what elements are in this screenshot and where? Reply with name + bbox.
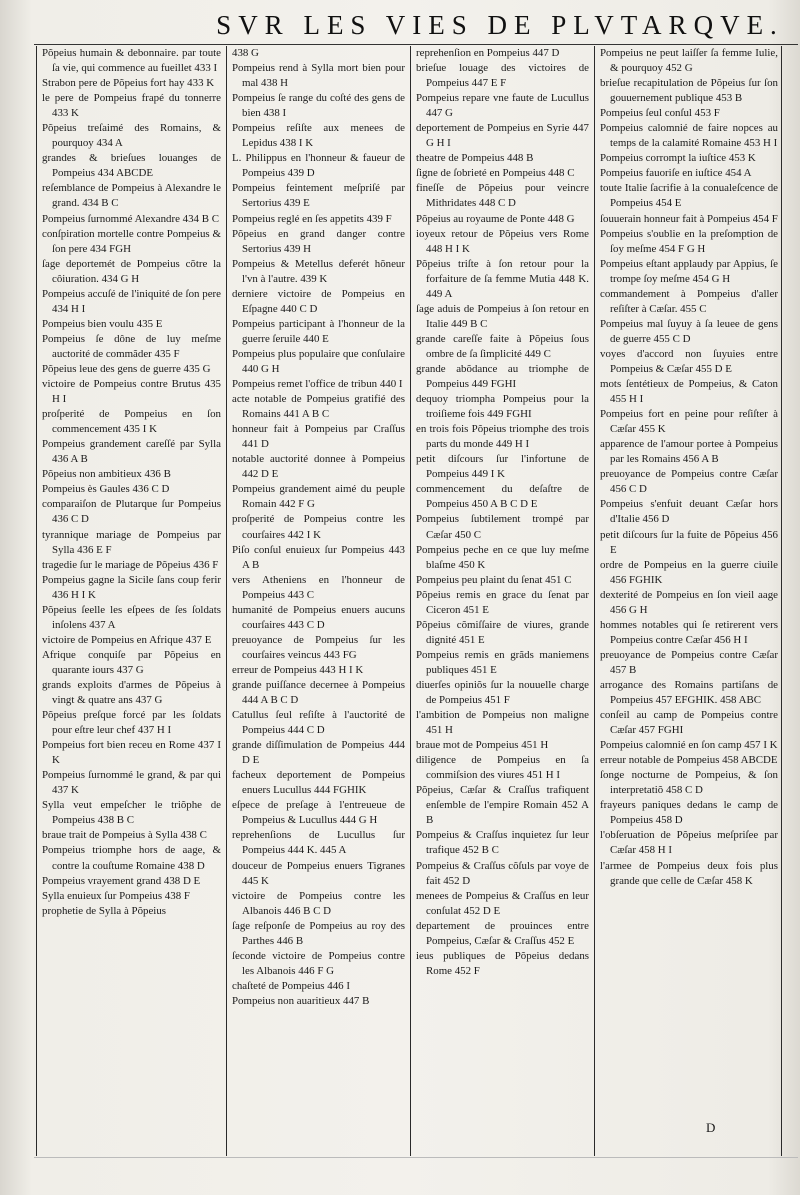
index-entry: Sylla enuieux ſur Pompeius 438 F [42,889,190,902]
index-entry: ſonge nocturne de Pompeius, & ſon interpretatiõ 458 C D [600,769,778,797]
index-entry: grands exploits d'armes de Põpeius à vingt & quatre ans 437 G [42,678,221,707]
index-entry: Pompeius ès Gaules 436 C D [42,483,170,496]
entry-list-3 [411,46,592,979]
index-entry: preuoyance de Pompeius ſur les courſaires veincus 443 FG [232,633,405,661]
index-entry: Pompeius eſtant applaudy par Appius, ſe trompe ſoy meſme 454 G H [600,257,778,285]
index-entry: ſouuerain honneur fait à Pompeius 454 F [600,212,778,225]
index-entry: diuerſes opiniõs ſur la nouuelle charge de Pompeius 451 F [416,678,589,707]
index-entry: Pompeius reglé en ſes appetits 439 F [232,212,392,225]
index-entry: Pompeius & Metellus deferét hõneur l'vn à l'autre. 439 K [232,257,405,285]
index-entry: diligence de Pompeius en ſa commiſsion des viures 451 H I [416,754,589,782]
index-column-3 [410,46,592,1156]
index-entry: reprehenſions de Lucullus ſur Pompeius 444 K. 445 A [232,829,405,857]
index-entry: Pompeius ſurnommé le grand, & par qui 437 K [42,769,221,797]
index-entry: Pompeius ſe range du coſté des gens de bien 438 I [232,92,405,120]
index-entry: conſeil au camp de Pompeius contre Cæſar 457 FGHI [600,709,778,737]
index-entry: ſigne de ſobrieté en Pompeius 448 C [416,167,575,180]
index-entry: hommes notables qui ſe retirerent vers Pompeius contre Cæſar 456 H I [600,618,778,646]
index-entry: braue trait de Pompeius à Sylla 438 C [42,829,207,842]
index-entry: victoire de Pompeius contre les Albanois 446 B C D [232,889,405,917]
index-entry: Afrique conquiſe par Põpeius en quarante iours 437 G [42,648,221,676]
index-entry: Pompeius peu plaint du ſenat 451 C [416,573,572,586]
index-entry: Pompeius & Craſſus inquietez ſur leur trafique 452 B C [416,829,589,857]
index-entry: erreur notable de Pompeius 458 ABCDE [600,754,778,767]
index-entry: ſage reſponſe de Pompeius au roy des Parthes 446 B [232,919,405,947]
index-entry: Pompeius calomnié en ſon camp 457 I K [600,739,778,752]
index-entry: Strabon pere de Põpeius fort hay 433 K [42,77,215,90]
index-entry: le pere de Pompeius frapé du tonnerre 433 K [42,92,221,120]
index-entry: reprehenſion en Pompeius 447 D [416,47,560,59]
index-entry: dequoy triompha Pompeius pour la troiſieme fois 449 FGHI [416,393,589,421]
index-column-1 [36,46,224,1156]
index-entry: Pompeius plus populaire que conſulaire 440 G H [232,347,405,375]
index-entry: ſage deportemét de Pompeius cõtre la côiuration. 434 G H [42,257,221,285]
index-entry: ſeconde victoire de Pompeius contre les Albanois 446 F G [232,949,405,977]
index-entry: vers Atheniens en l'honneur de Pompeius 443 C [232,573,405,601]
index-entry: Põpeius ſeelle les eſpees de ſes ſoldats inſolens 437 A [42,603,221,631]
index-entry: 438 G [232,47,259,59]
index-entry: grandes & brieſues louanges de Pompeius 434 ABCDE [42,152,221,180]
index-entry: prophetie de Sylla à Põpeius [42,904,167,917]
index-entry: Pompeius ne peut laiſſer ſa femme Iulie, & pourquoy 452 G [600,47,778,75]
index-entry: Pompeius rend à Sylla mort bien pour mal 438 H [232,62,405,90]
index-entry: Pompeius fauoriſe en iuſtice 454 A [600,167,752,180]
index-entry: commandement à Pompeius d'aller reſiſter à Cæſar. 455 C [600,287,778,315]
index-entry: Põpeius humain & debonnaire. par toute ſa vie, qui commence au fueillet 433 I [42,47,221,75]
index-entry: voyes d'accord non ſuyuies entre Pompeius & Cæſar 455 D E [600,347,778,375]
index-entry: Catullus ſeul reſiſte à l'auctorité de Pompeius 444 C D [232,709,405,737]
bottom-rule [34,1157,798,1158]
index-entry: derniere victoire de Pompeius en Eſpagne 440 C D [232,287,405,315]
index-entry: petit diſcours ſur la fuite de Põpeius 456 E [600,528,778,556]
index-entry: petit diſcours ſur l'infortune de Pompeius 449 I K [416,453,589,481]
index-entry: Pompeius bien voulu 435 E [42,317,163,330]
index-entry: Põpeius, Cæſar & Craſſus trafiquent enſemble de l'empire Romain 452 A B [416,784,589,827]
index-entry: grande careſſe faite à Põpeius ſous ombre de ſa ſimplicité 449 C [416,332,589,360]
index-entry: brieſue recapitulation de Põpeius ſur ſon gouuernement publique 453 B [600,77,778,105]
index-entry: conſpiration mortelle contre Pompeius & ſon pere 434 FGH [42,227,221,255]
index-entry: humanité de Pompeius enuers aucuns courſaires 443 C D [232,603,405,631]
index-entry: ieus publiques de Põpeius dedans Rome 452 F [416,949,589,977]
index-entry: proſperité de Pompeius en ſon commencement 435 I K [42,408,221,436]
index-entry: Piſo conſul enuieux ſur Pompeius 443 A B [232,543,405,571]
index-entry: Pompeius ſurnommé Alexandre 434 B C [42,212,219,225]
index-entry: Pompeius peche en ce que luy meſme blaſme 450 K [416,543,589,571]
index-entry: Pompeius remet l'office de tribun 440 I [232,378,403,391]
index-entry: l'ambition de Pompeius non maligne 451 H [416,709,589,737]
index-entry: arrogance des Romains partiſans de Pompeius 457 EFGHIK. 458 ABC [600,678,778,707]
index-entry: grande puiſſance decernee à Pompeius 444 A B C D [232,678,405,707]
index-entry: Põpeius cõmiſſaire de viures, grande dignité 451 E [416,618,589,646]
index-entry: departement de prouinces entre Pompeius, Cæſar & Craſſus 452 E [416,919,589,947]
index-entry: ordre de Pompeius en la guerre ciuile 456 FGHIK [600,558,778,586]
index-entry: erreur de Pompeius 443 H I K [232,663,364,676]
index-column-2 [226,46,408,1156]
index-entry: acte notable de Pompeius gratifié des Romains 441 A B C [232,393,405,421]
index-entry: Põpeius triſte à ſon retour pour la forfaiture de ſa femme Mutia 448 K. 449 A [416,257,589,300]
index-entry: Pompeius ſubtilement trompé par Cæſar 450 C [416,513,589,541]
index-entry: Pompeius accuſé de l'iniquité de ſon pere 434 H I [42,287,221,315]
index-entry: menees de Pompeius & Craſſus en leur conſulat 452 D E [416,889,589,917]
index-entry: chaſteté de Pompeius 446 I [232,979,350,992]
index-entry: Pompeius corrompt la iuſtice 453 K [600,152,756,165]
index-entry: Põpeius remis en grace du ſenat par Ciceron 451 E [416,588,589,616]
index-columns [36,46,798,1156]
index-entry: Pompeius grandement aimé du peuple Romain 442 F G [232,483,405,511]
index-entry: Pompeius remis en grãds maniemens publiques 451 E [416,648,589,676]
index-entry: preuoyance de Pompeius contre Cæſar 456 C D [600,468,778,496]
index-entry: Põpeius en grand danger contre Sertorius 439 H [232,227,405,255]
index-entry: Pompeius fort bien receu en Rome 437 I K [42,739,221,767]
index-entry: commencement du deſaſtre de Pompeius 450 A B C D E [416,483,589,511]
index-entry: Pompeius triomphe hors de aage, & contre la couſtume Romaine 438 D [42,844,221,872]
index-entry: theatre de Pompeius 448 B [416,152,534,165]
index-entry: braue mot de Pompeius 451 H [416,739,549,752]
index-entry: l'obſeruation de Põpeius meſpriſee par Cæſar 458 H I [600,829,778,857]
index-entry: dexterité de Pompeius en ſon vieil aage 456 G H [600,588,778,616]
index-entry: Pompeius ſeul conſul 453 F [600,107,720,120]
index-entry: toute Italie ſacrifie à la conualeſcence de Pompeius 454 E [600,182,778,210]
index-entry: Põpeius non ambitieux 436 B [42,468,171,481]
index-entry: frayeurs paniques dedans le camp de Pompeius 458 D [600,799,778,827]
index-entry: Pompeius ſe dône de luy meſme auctorité de commãder 435 F [42,332,221,360]
index-entry: Pompeius feintement meſpriſé par Sertorius 439 E [232,182,405,210]
index-entry: Pompeius grandement careſſé par Sylla 436 A B [42,438,221,466]
index-entry: deportement de Pompeius en Syrie 447 G H I [416,122,589,150]
index-entry: Pompeius reſiſte aux menees de Lepidus 438 I K [232,122,405,150]
index-entry: proſperité de Pompeius contre les courſaires 442 I K [232,513,405,541]
index-entry: eſpece de preſage à l'entreueue de Pompeius & Lucullus 444 G H [232,799,405,827]
index-entry: victoire de Pompeius contre Brutus 435 H I [42,378,221,406]
index-entry: grande diſſimulation de Pompeius 444 D E [232,739,405,767]
entry-list-1 [37,46,224,919]
index-entry: notable auctorité donnee à Pompeius 442 D E [232,453,405,481]
index-entry: Põpeius preſque forcé par les ſoldats pour eſtre leur chef 437 H I [42,709,221,737]
running-head: SVR LES VIES DE PLVTARQVE. [216,10,784,40]
index-entry: Pompeius s'enfuit deuant Cæſar hors d'Italie 456 D [600,498,778,526]
index-entry: Pompeius fort en peine pour reſiſter à Cæſar 455 K [600,408,778,436]
index-entry: Põpeius treſaimé des Romains, & pourquoy 434 A [42,122,221,150]
index-entry: Põpeius leue des gens de guerre 435 G [42,362,211,375]
entry-list-2 [227,46,408,1009]
index-entry: en trois fois Põpeius triomphe des trois parts du monde 449 H I [416,423,589,451]
index-entry: l'armee de Pompeius deux fois plus grande que celle de Cæſar 458 K [600,859,778,887]
index-entry: Pompeius s'oublie en la preſomption de ſoy meſme 454 F G H [600,227,778,255]
entry-list-4 [595,46,781,889]
index-entry: tragedie ſur le mariage de Põpeius 436 F [42,558,219,571]
index-entry: Pompeius calomnié de faire nopces au temps de la calamité Romaine 453 H I [600,122,778,150]
index-entry: Pompeius non auaritieux 447 B [232,994,370,1007]
index-entry: Pompeius & Craſſus cõſuls par voye de fait 452 D [416,859,589,887]
index-entry: tyrannique mariage de Pompeius par Sylla 436 E F [42,528,221,556]
index-entry: reſemblance de Pompeius à Alexandre le grand. 434 B C [42,182,221,210]
index-entry: Pompeius gagne la Sicile ſans coup ferir 436 H I K [42,573,221,601]
index-entry: apparence de l'amour portee à Pompeius par les Romains 456 A B [600,438,778,466]
index-entry: mots ſentétieux de Pompeius, & Caton 455 H I [600,378,778,406]
index-entry: Pompeius vrayement grand 438 D E [42,874,201,887]
index-entry: ſage aduis de Pompeius à ſon retour en Italie 449 B C [416,302,589,330]
index-entry: fineſſe de Põpeius pour veincre Mithridates 448 C D [416,182,589,210]
index-entry: ioyeux retour de Põpeius vers Rome 448 H I K [416,227,589,255]
index-entry: honneur fait à Pompeius par Craſſus 441 D [232,423,405,451]
index-entry: L. Philippus en l'honneur & faueur de Pompeius 439 D [232,152,405,180]
index-entry: comparaiſon de Plutarque ſur Pompeius 436 C D [42,498,221,526]
index-entry: facheux deportement de Pompeius enuers Lucullus 444 FGHIK [232,769,405,797]
index-entry: brieſue louage des victoires de Pompeius 447 E F [416,62,589,90]
index-entry: grande abõdance au triomphe de Pompeius 449 FGHI [416,362,589,391]
index-entry: Pompeius mal ſuyuy à ſa leuee de gens de guerre 455 C D [600,317,778,345]
index-entry: Pompeius participant à l'honneur de la guerre ſeruile 440 E [232,317,405,345]
index-entry: preuoyance de Pompeius contre Cæſar 457 B [600,648,778,676]
index-entry: victoire de Pompeius en Afrique 437 E [42,633,212,646]
index-entry: Pompeius repare vne faute de Lucullus 447 G [416,92,589,120]
signature-mark: D [706,1120,716,1135]
index-entry: douceur de Pompeius enuers Tigranes 445 K [232,859,405,887]
index-column-4 [594,46,782,1156]
index-entry: Sylla veut empeſcher le triõphe de Pompeius 438 B C [42,799,221,827]
index-entry: Põpeius au royaume de Ponte 448 G [416,212,575,225]
